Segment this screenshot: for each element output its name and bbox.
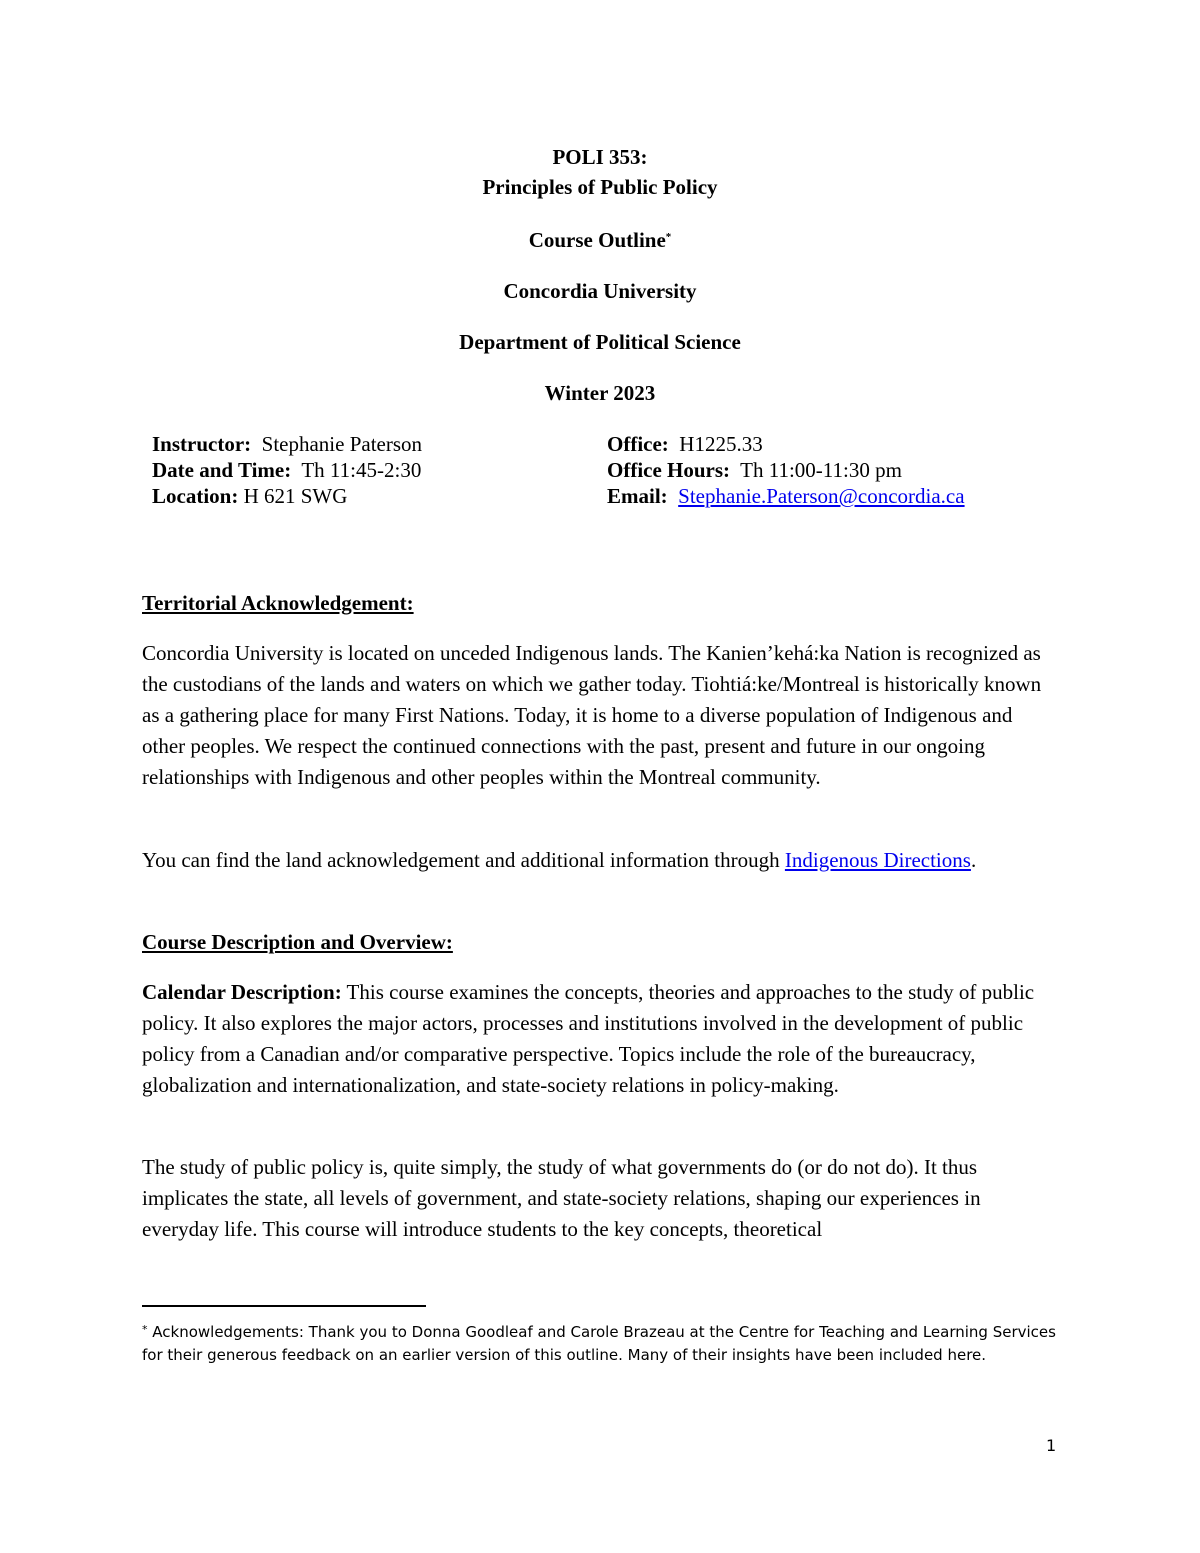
department-name: Department of Political Science [459, 330, 741, 354]
find-info-prefix: You can find the land acknowledgement and additional information through [142, 848, 785, 872]
instructor-line [152, 431, 422, 457]
email-line [607, 483, 965, 509]
territorial-paragraph: Concordia University is located on unceded Indigenous lands. The Kanien’kehá:ka Nation is recognized as the custodians of the lands and waters on which we gather today. Tiohtiá:ke/Montreal is historically known as a gathering place for many First Nations. Today, it is home to a diverse population of Indigenous and other peoples. We respect the continued connections with the past, present and future in our ongoing relationships with Indigenous and other peoples within the Montreal community. [142, 641, 1042, 789]
office-label: Office: [607, 432, 669, 456]
find-info-suffix: . [970, 848, 977, 872]
email-label: Email: [607, 484, 668, 508]
find-info-paragraph [142, 845, 1057, 876]
term: Winter 2023 [544, 381, 656, 405]
email-link[interactable]: Stephanie.Paterson@concordia.ca [678, 484, 965, 508]
office-hours-label: Office Hours: [607, 458, 731, 482]
instructor-label: Instructor: [152, 432, 252, 456]
datetime-label: Date and Time: [152, 458, 292, 482]
territorial-heading: Territorial Acknowledgement: [142, 591, 414, 615]
datetime-value: Th 11:45-2:30 [301, 458, 422, 482]
office-line [607, 431, 763, 457]
outline-label: Course Outline [528, 228, 666, 252]
location-value: H 621 SWG [243, 484, 348, 508]
footnote-text: Acknowledgements: Thank you to Donna Goodleaf and Carole Brazeau at the Centre for Teaching and Learning Services for their generous feedback on an earlier version of this outline. Many of their insights have been included here. [142, 1323, 1056, 1364]
course-title: Principles of Public Policy [482, 175, 718, 199]
office-value: H1225.33 [679, 432, 763, 456]
office-hours-value: Th 11:00-11:30 pm [740, 458, 902, 482]
footnote-marker: * [665, 231, 672, 243]
course-description-heading: Course Description and Overview: [142, 930, 453, 954]
calendar-description-text: This course examines the concepts, theories and approaches to the study of public policy. It also explores the major actors, processes and institutions involved in the development of public policy from a Canadian and/or comparative perspective. Topics include the role of the bureaucracy, globalization and internationalization, and state-society relations in policy-making. [142, 980, 1035, 1097]
footnote-divider [142, 1305, 426, 1307]
course-outline-title [0, 227, 1200, 253]
calendar-description-label: Calendar Description: [142, 980, 342, 1004]
university-name: Concordia University [503, 279, 697, 303]
footnote [142, 1321, 1057, 1367]
location-line [152, 483, 347, 509]
study-paragraph: The study of public policy is, quite simply, the study of what governments do (or do not do). It thus implicates the state, all levels of government, and state-society relations, shaping our experiences in everyday life. This course will introduce students to the key concepts, theoretical [142, 1155, 981, 1241]
calendar-description-paragraph [142, 977, 1057, 1101]
location-label: Location: [152, 484, 239, 508]
datetime-line [152, 457, 421, 483]
page-number: 1 [1046, 1436, 1057, 1455]
indigenous-directions-link[interactable]: Indigenous Directions [784, 848, 971, 872]
instructor-value: Stephanie Paterson [261, 432, 423, 456]
footnote-star: * [142, 1323, 148, 1336]
office-hours-line [607, 457, 902, 483]
course-code: POLI 353: [552, 145, 648, 169]
